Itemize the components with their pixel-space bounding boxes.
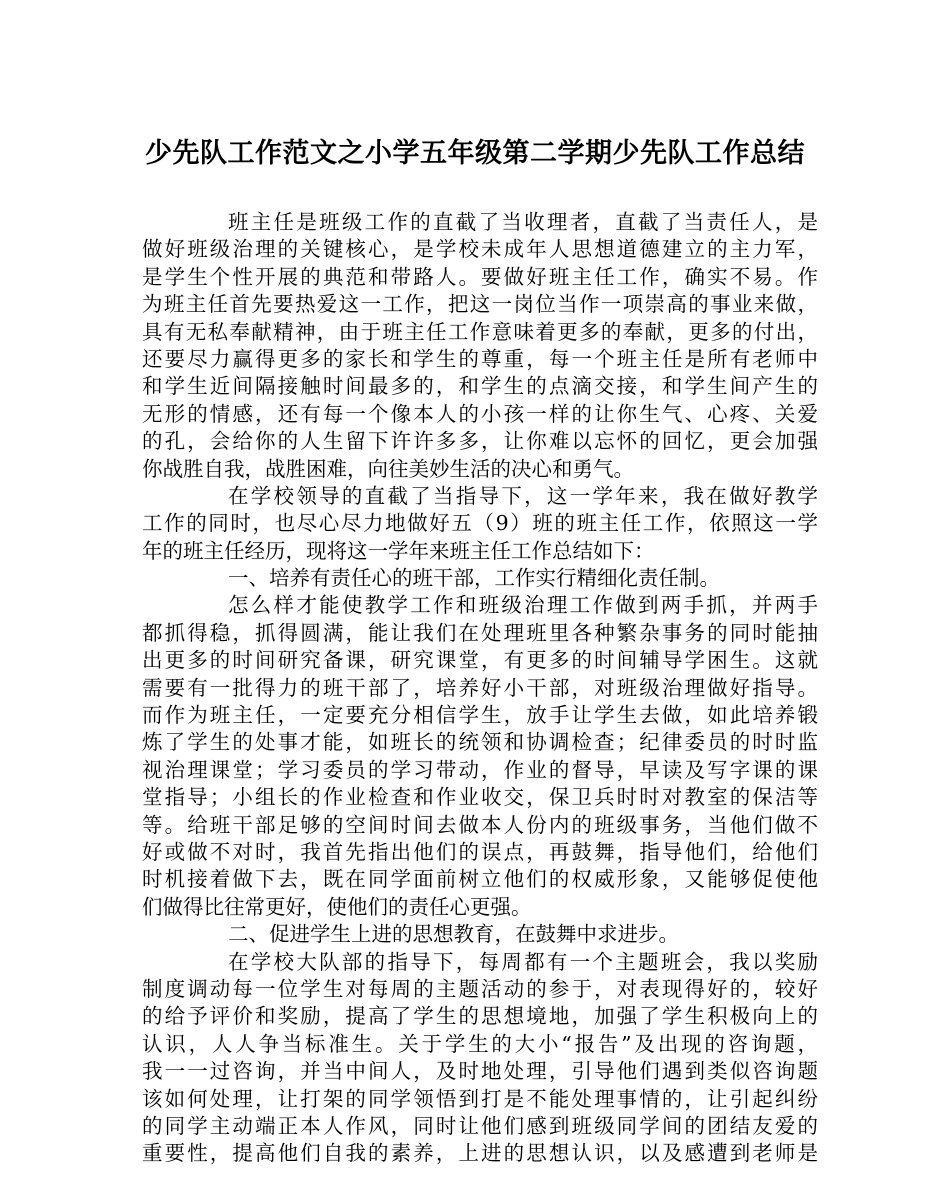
body-line: 是学生个性开展的典范和带路人。要做好班主任工作，确实不易。作 [142,264,818,289]
body-line: 堂指导；小组长的作业检查和作业收交，保卫兵时时对教室的保洁等 [142,785,818,810]
body-line: 炼了学生的处事才能，如班长的统领和协调检查；纪律委员的时时监 [142,730,818,755]
body-line: 的给予评价和奖励，提高了学生的思想境地，加强了学生积极向上的 [142,1004,818,1029]
body-line: 出更多的时间研究备课，研究课堂，有更多的时间辅导学困生。这就 [142,648,818,673]
body-line: 无形的情感，还有每一个像本人的小孩一样的让你生气、心疼、关爱 [142,401,818,426]
body-line: 在学校大队部的指导下，每周都有一个主题班会，我以奖励 [228,949,818,974]
body-line: 都抓得稳，抓得圆满，能让我们在处理班里各种繁杂事务的同时能抽 [142,620,818,645]
body-line: 年的班主任经历，现将这一学年来班主任工作总结如下： [142,538,655,563]
body-line: 需要有一批得力的班干部了，培养好小干部，对班级治理做好指导。 [142,675,818,700]
body-line: 在学校领导的直截了当指导下，这一学年来，我在做好教学 [228,483,818,508]
body-line: 好或做不对时，我首先指出他们的误点，再鼓舞，指导他们，给他们 [142,839,818,864]
body-line: 时机接着做下去，既在同学面前树立他们的权威形象，又能够促使他 [142,867,818,892]
body-line: 二、促进学生上进的思想教育，在鼓舞中求进步。 [228,922,679,947]
body-line: 们做得比往常更好，使他们的责任心更强。 [142,894,532,919]
body-line: 视治理课堂；学习委员的学习带动，作业的督导，早读及写字课的课 [142,757,818,782]
document-body [142,209,818,1168]
body-line: 该如何处理，让打架的同学领悟到打是不能处理事情的，让引起纠纷 [142,1086,818,1111]
body-line: 怎么样才能使教学工作和班级治理工作做到两手抓，并两手 [228,593,818,618]
body-line: 一、培养有责任心的班干部，工作实行精细化责任制。 [228,566,720,591]
body-line: 的同学主动端正本人作风，同时让他们感到班级同学间的团结友爱的 [142,1113,818,1138]
body-line: 工作的同时，也尽心尽力地做好五（9）班的班主任工作，依照这一学 [142,511,818,536]
body-line: 等。给班干部足够的空间时间去做本人份内的班级事务，当他们做不 [142,812,818,837]
body-line: 制度调动每一位学生对每周的主题活动的参于，对表现得好的，较好 [142,976,818,1001]
body-line: 班主任是班级工作的直截了当收理者，直截了当责任人，是 [228,210,818,234]
body-line: 和学生近间隔接触时间最多的，和学生的点滴交接，和学生间产生的 [142,374,818,399]
document-title: 少先队工作范文之小学五年级第二学期少先队工作总结 [145,138,805,169]
body-line: 的孔，会给你的人生留下许许多多，让你难以忘怀的回忆，更会加强 [142,429,818,454]
body-line: 认识，人人争当标准生。关于学生的大小“报告”及出现的咨询题， [142,1031,818,1056]
body-line: 我一一过咨询，并当中间人，及时地处理，引导他们遇到类似咨询题 [142,1059,818,1084]
body-line: 具有无私奉献精神，由于班主任工作意味着更多的奉献，更多的付出， [142,319,818,344]
body-line: 你战胜自我，战胜困难，向往美妙生活的决心和勇气。 [142,456,634,481]
body-line: 为班主任首先要热爱这一工作，把这一岗位当作一项崇高的事业来做， [142,292,818,317]
body-line: 而作为班主任，一定要充分相信学生，放手让学生去做，如此培养锻 [142,703,818,728]
body-line: 重要性，提高他们自我的素养，上进的思想认识，以及感遭到老师是 [142,1141,818,1166]
body-line: 做好班级治理的关键核心，是学校未成年人思想道德建立的主力军， [142,237,818,262]
body-line: 还要尽力赢得更多的家长和学生的尊重，每一个班主任是所有老师中 [142,346,818,371]
